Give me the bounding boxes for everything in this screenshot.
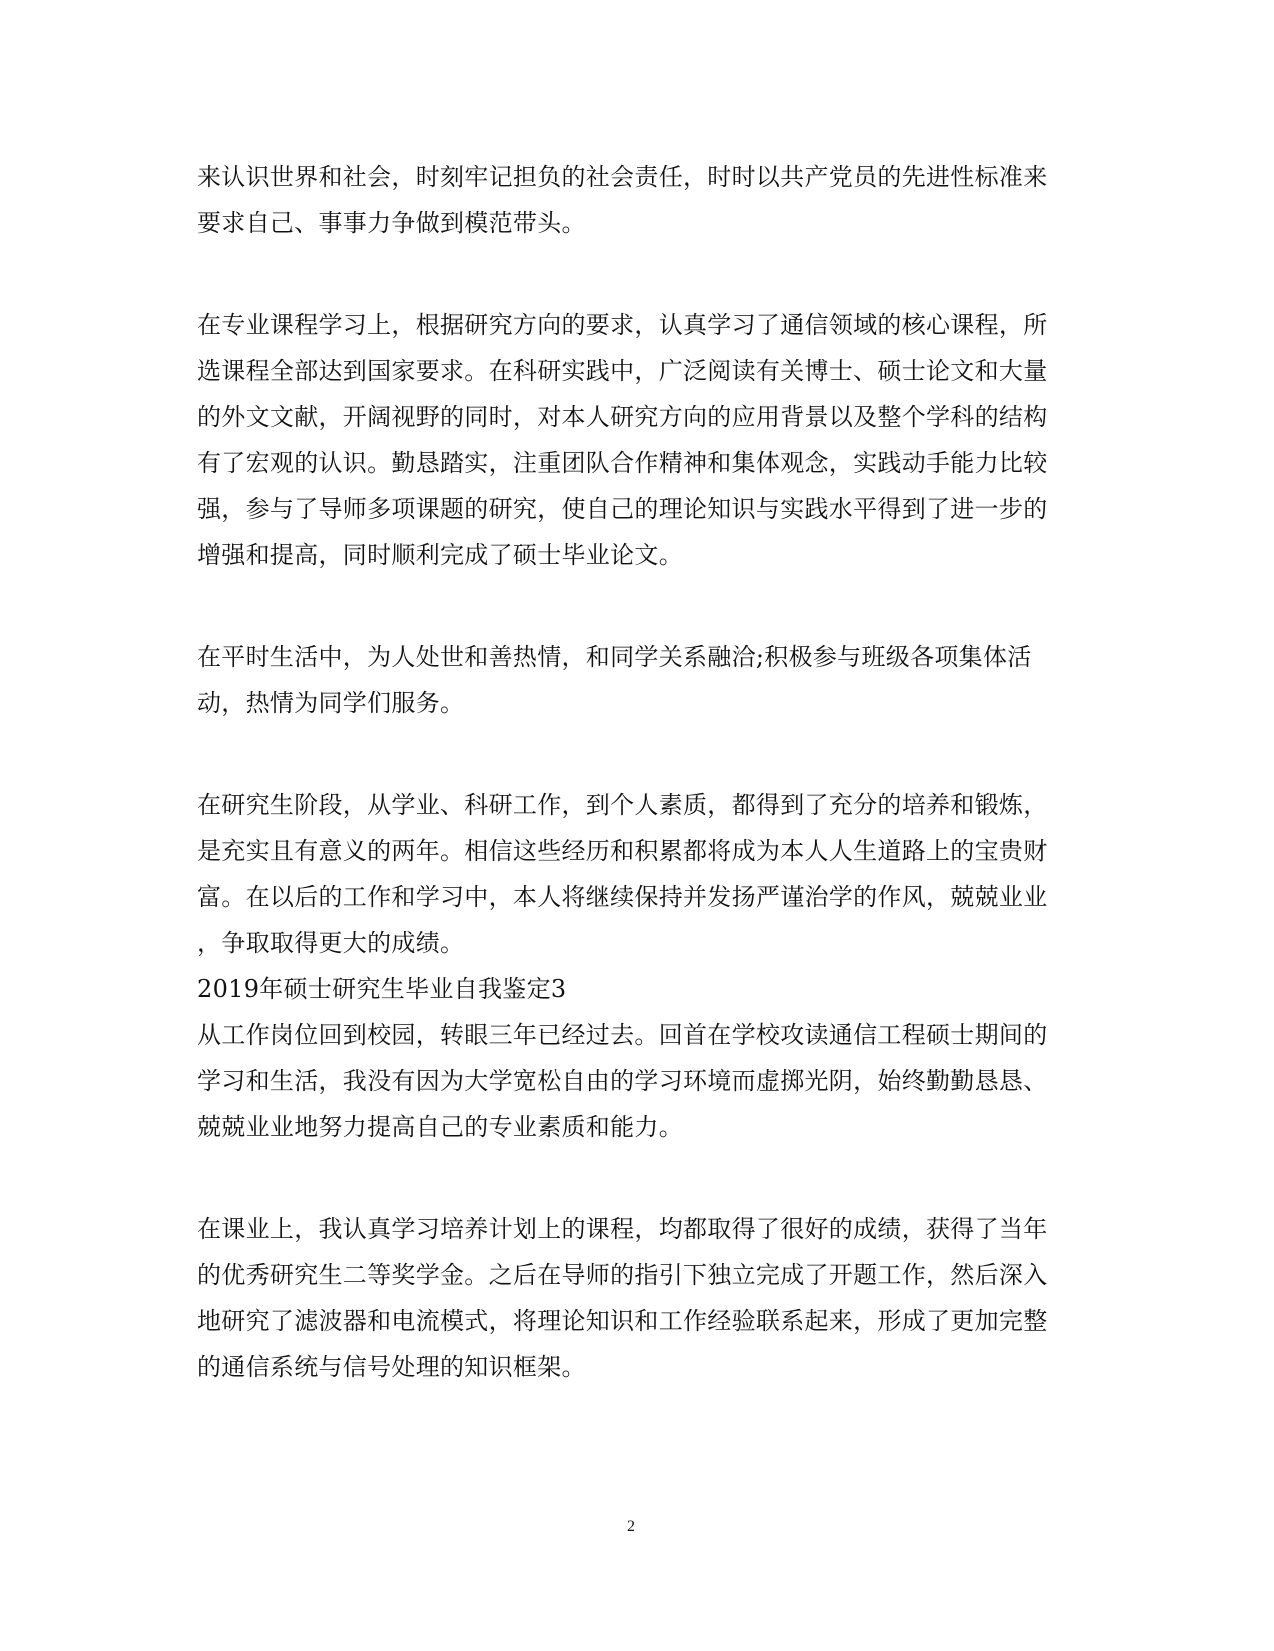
text-line: 的通信系统与信号处理的知识框架。 bbox=[197, 1353, 586, 1381]
text-line: 在课业上，我认真学习培养计划上的课程，均都取得了很好的成绩，获得了当年 bbox=[197, 1215, 1048, 1243]
text-line: 兢兢业业地努力提高自己的专业素质和能力。 bbox=[197, 1113, 683, 1141]
text-line: 在专业课程学习上，根据研究方向的要求，认真学习了通信领域的核心课程，所 bbox=[197, 311, 1048, 339]
text-line: 的优秀研究生二等奖学金。之后在导师的指引下独立完成了开题工作，然后深入 bbox=[197, 1261, 1048, 1289]
text-line: 来认识世界和社会，时刻牢记担负的社会责任，时时以共产党员的先进性标准来 bbox=[197, 163, 1048, 191]
text-line: 有了宏观的认识。勤恳踏实，注重团队合作精神和集体观念，实践动手能力比较 bbox=[197, 449, 1048, 477]
text-line: 地研究了滤波器和电流模式，将理论知识和工作经验联系起来，形成了更加完整 bbox=[197, 1307, 1048, 1335]
text-line: 是充实且有意义的两年。相信这些经历和积累都将成为本人人生道路上的宝贵财 bbox=[197, 837, 1048, 865]
page-number: 2 bbox=[627, 1518, 635, 1535]
text-line: 在平时生活中，为人处世和善热情，和同学关系融洽;积极参与班级各项集体活 bbox=[197, 643, 1032, 671]
text-line: 选课程全部达到国家要求。在科研实践中，广泛阅读有关博士、硕士论文和大量 bbox=[197, 357, 1048, 385]
text-line: 增强和提高，同时顺利完成了硕士毕业论文。 bbox=[197, 541, 683, 569]
text-line: 富。在以后的工作和学习中，本人将继续保持并发扬严谨治学的作风，兢兢业业 bbox=[197, 883, 1048, 911]
text-line: 从工作岗位回到校园，转眼三年已经过去。回首在学校攻读通信工程硕士期间的 bbox=[197, 1021, 1048, 1049]
text-line: ，争取取得更大的成绩。 bbox=[197, 929, 465, 957]
text-line: 要求自己、事事力争做到模范带头。 bbox=[197, 209, 586, 237]
text-line: 在研究生阶段，从学业、科研工作，到个人素质，都得到了充分的培养和锻炼， bbox=[197, 791, 1048, 819]
text-line: 的外文文献，开阔视野的同时，对本人研究方向的应用背景以及整个学科的结构 bbox=[197, 403, 1048, 431]
section-heading: 2019年硕士研究生毕业自我鉴定3 bbox=[197, 975, 567, 1003]
text-line: 强，参与了导师多项课题的研究，使自己的理论知识与实践水平得到了进一步的 bbox=[197, 495, 1048, 523]
text-line: 动，热情为同学们服务。 bbox=[197, 689, 465, 717]
text-line: 学习和生活，我没有因为大学宽松自由的学习环境而虚掷光阴，始终勤勤恳恳、 bbox=[197, 1067, 1048, 1095]
